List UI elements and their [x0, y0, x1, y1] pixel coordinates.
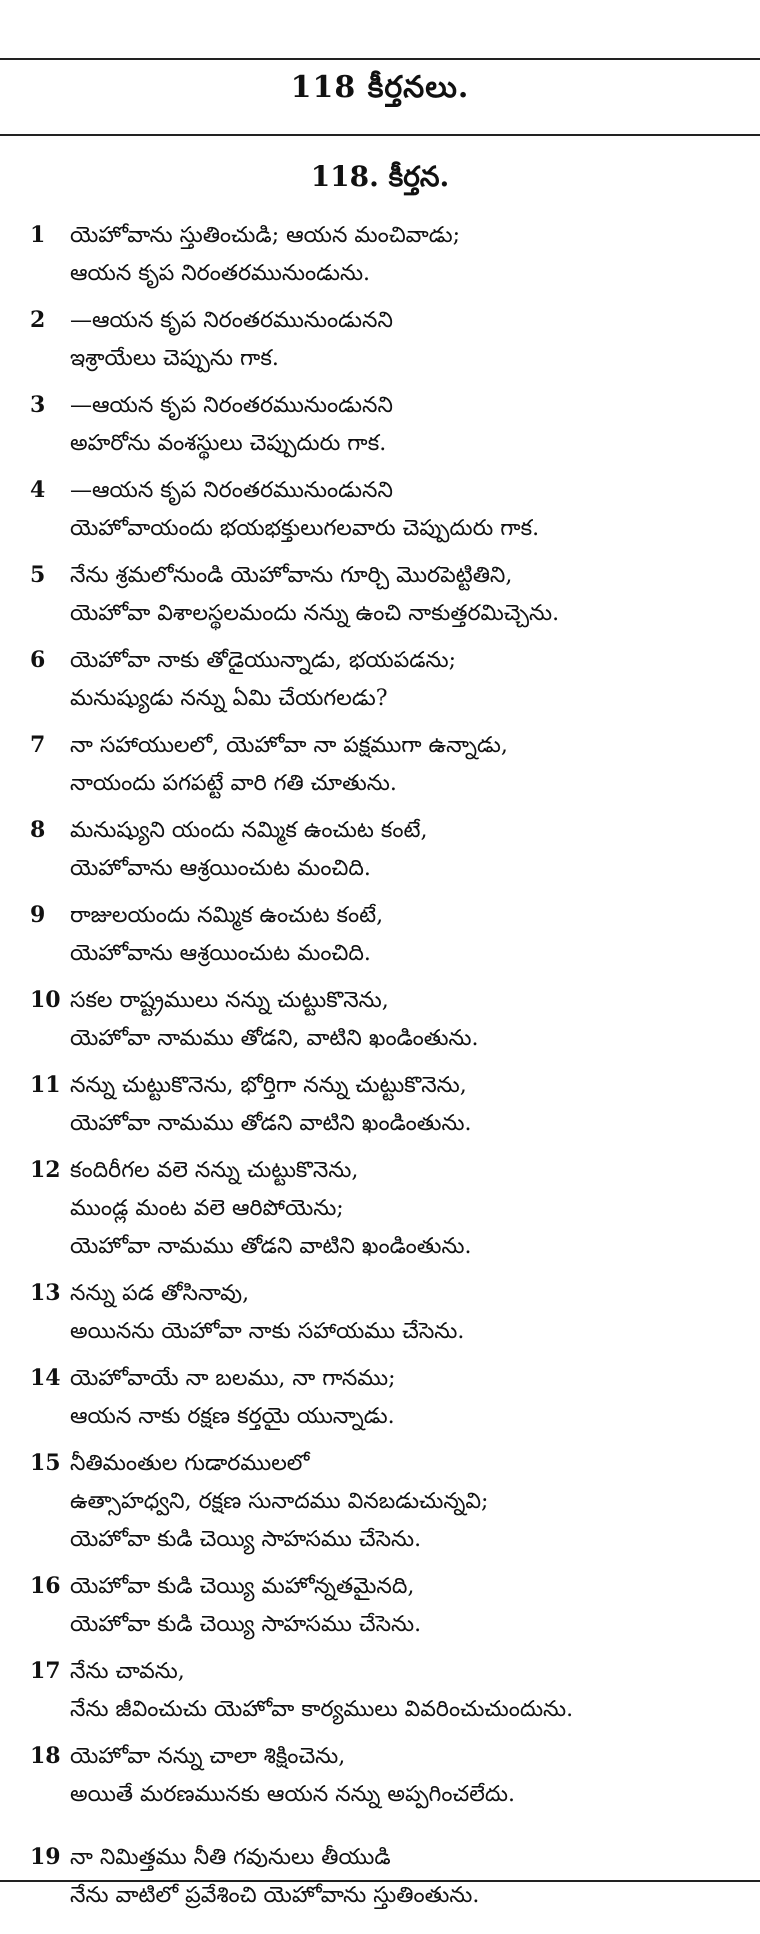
verse-text: —ఆయన కృప నిరంతరమునుండునని: [70, 478, 393, 503]
verse-text: ఆయన నాకు రక్షణ కర్తయై యున్నాడు.: [70, 1404, 395, 1429]
verse-text: యెహోవా నామము తోడని, వాటిని ఖండింతును.: [70, 1026, 479, 1051]
verse-line: [30, 1838, 745, 1877]
verse-14: [30, 1359, 745, 1436]
verse-number: 16: [30, 1573, 61, 1599]
verse-13: [30, 1274, 745, 1351]
verse-text: యెహోవాయే నా బలము, నా గానము;: [70, 1366, 396, 1391]
verse-text: నా నిమిత్తము నీతి గవునులు తీయుడి: [70, 1845, 391, 1870]
header-rule: [0, 134, 760, 136]
verse-line: [30, 1606, 745, 1644]
verse-line: [30, 680, 745, 718]
verse-line: [30, 981, 745, 1020]
verse-line: [30, 811, 745, 850]
verse-line: [30, 340, 745, 378]
verse-text: సకల రాష్ట్రములు నన్ను చుట్టుకొనెను,: [70, 988, 389, 1013]
verse-text: యెహోవాను ఆశ్రయించుట మంచిది.: [70, 941, 371, 966]
verse-number: 19: [30, 1844, 61, 1870]
verse-3: [30, 386, 745, 463]
verse-line: [30, 1020, 745, 1058]
verse-line: [30, 1228, 745, 1266]
verse-number: 10: [30, 987, 61, 1013]
verse-number: 12: [30, 1157, 61, 1183]
verse-text: నీతిమంతుల గుడారములలో: [70, 1451, 310, 1476]
verse-19: [30, 1838, 745, 1915]
verse-text: నేను చావను,: [70, 1659, 185, 1684]
verse-line: [30, 1877, 745, 1915]
verse-line: [30, 1274, 745, 1313]
verse-11: [30, 1066, 745, 1143]
verse-number: 17: [30, 1658, 61, 1684]
top-rule: [0, 58, 760, 60]
verse-text: నేను వాటిలో ప్రవేశించి యెహోవాను స్తుతింతును.: [70, 1883, 480, 1908]
verse-line: [30, 1398, 745, 1436]
verse-text: రాజులయందు నమ్మిక ఉంచుట కంటే,: [70, 903, 384, 928]
verse-text: ఆయన కృప నిరంతరమునుండును.: [70, 261, 371, 286]
verse-line: [30, 471, 745, 510]
verse-line: [30, 726, 745, 765]
verse-text: నన్ను పడ తోసినావు,: [70, 1281, 250, 1306]
psalm-title: 118. కీర్తన.: [310, 160, 450, 193]
verse-text: యెహోవా విశాలస్థలమందు నన్ను ఉంచి నాకుత్తరమిచ్చెను.: [70, 601, 560, 626]
verse-line: [30, 1521, 745, 1559]
verse-number: 3: [30, 392, 46, 418]
verse-line: [30, 1483, 745, 1521]
verse-text: నేను శ్రమలోనుండి యెహోవాను గూర్చి మొరపెట్టితిని,: [70, 563, 513, 588]
verse-line: [30, 896, 745, 935]
verse-text: మనుష్యుని యందు నమ్మిక ఉంచుట కంటే,: [70, 818, 428, 843]
verse-number: 1: [30, 222, 46, 248]
verse-line: [30, 556, 745, 595]
verse-line: [30, 1691, 745, 1729]
verse-text: యెహోవా నామము తోడని వాటిని ఖండింతును.: [70, 1111, 472, 1136]
verse-number: 14: [30, 1365, 61, 1391]
verse-text: ఉత్సాహధ్వని, రక్షణ సునాదము వినబడుచున్నవి;: [70, 1489, 489, 1514]
verse-text: యెహోవాయందు భయభక్తులుగలవారు చెప్పుదురు గాక.: [70, 516, 540, 541]
verse-9: [30, 896, 745, 973]
verse-line: [30, 1652, 745, 1691]
verse-text: యెహోవా నాకు తోడైయున్నాడు, భయపడను;: [70, 648, 457, 673]
verse-number: 8: [30, 817, 46, 843]
verse-number: 4: [30, 477, 46, 503]
verse-text: యెహోవా నన్ను చాలా శిక్షించెను,: [70, 1744, 346, 1769]
verse-4: [30, 471, 745, 548]
verse-10: [30, 981, 745, 1058]
verse-line: [30, 386, 745, 425]
verse-line: [30, 1105, 745, 1143]
verse-number: 15: [30, 1450, 61, 1476]
verse-text: అయినను యెహోవా నాకు సహాయము చేసెను.: [70, 1319, 465, 1344]
verse-line: [30, 595, 745, 633]
verse-text: యెహోవా కుడి చెయ్యి సాహసము చేసెను.: [70, 1612, 422, 1637]
verse-text: —ఆయన కృప నిరంతరమునుండునని: [70, 393, 393, 418]
verse-2: [30, 301, 745, 378]
verse-text: నా సహాయులలో, యెహోవా నా పక్షముగా ఉన్నాడు,: [70, 733, 508, 758]
verse-15: [30, 1444, 745, 1559]
verse-text: నాయందు పగపట్టే వారి గతి చూతును.: [70, 771, 397, 796]
verse-text: యెహోవాను స్తుతించుడి; ఆయన మంచివాడు;: [70, 223, 461, 248]
verse-line: [30, 255, 745, 293]
verse-line: [30, 765, 745, 803]
verse-line: [30, 641, 745, 680]
verse-line: [30, 1737, 745, 1776]
page-header: 118 కీర్తనలు.: [290, 70, 470, 105]
verse-1: [30, 216, 745, 293]
verse-text: నేను జీవించుచు యెహోవా కార్యములు వివరించుచుందును.: [70, 1697, 574, 1722]
verse-text: యెహోవాను ఆశ్రయించుట మంచిది.: [70, 856, 371, 881]
verse-text: అహరోను వంశస్థులు చెప్పుదురు గాక.: [70, 431, 387, 456]
verse-18: [30, 1737, 745, 1814]
verse-line: [30, 1776, 745, 1814]
verse-line: [30, 1066, 745, 1105]
verse-line: [30, 1444, 745, 1483]
verse-line: [30, 1359, 745, 1398]
verse-text: ఇశ్రాయేలు చెప్పును గాక.: [70, 346, 279, 371]
verse-line: [30, 850, 745, 888]
verse-number: 5: [30, 562, 46, 588]
verse-number: 9: [30, 902, 46, 928]
verse-line: [30, 1190, 745, 1228]
verse-number: 18: [30, 1743, 61, 1769]
verse-line: [30, 301, 745, 340]
verse-5: [30, 556, 745, 633]
verse-line: [30, 935, 745, 973]
verse-text: యెహోవా కుడి చెయ్యి మహోన్నతమైనది,: [70, 1574, 415, 1599]
verse-number: 11: [30, 1072, 61, 1098]
verse-line: [30, 510, 745, 548]
verse-line: [30, 1567, 745, 1606]
verse-7: [30, 726, 745, 803]
verse-text: అయితే మరణమునకు ఆయన నన్ను అప్పగించలేదు.: [70, 1782, 515, 1807]
verse-line: [30, 1313, 745, 1351]
verse-text: ముండ్ల మంట వలె ఆరిపోయెను;: [70, 1196, 344, 1221]
verse-16: [30, 1567, 745, 1644]
verse-8: [30, 811, 745, 888]
verse-12: [30, 1151, 745, 1266]
verse-line: [30, 1151, 745, 1190]
verse-text: మనుష్యుడు నన్ను ఏమి చేయగలడు?: [70, 686, 388, 711]
bottom-rule: [0, 1880, 760, 1882]
verse-text: యెహోవా కుడి చెయ్యి సాహసము చేసెను.: [70, 1527, 422, 1552]
verse-list: [30, 216, 745, 1923]
verse-text: యెహోవా నామము తోడని వాటిని ఖండింతును.: [70, 1234, 472, 1259]
verse-text: కందిరీగల వలె నన్ను చుట్టుకొనెను,: [70, 1158, 359, 1183]
verse-number: 13: [30, 1280, 61, 1306]
verse-number: 6: [30, 647, 46, 673]
verse-line: [30, 425, 745, 463]
verse-text: నన్ను చుట్టుకొనెను, భోర్తిగా నన్ను చుట్టుకొనెను,: [70, 1073, 467, 1098]
spacer: [30, 1822, 745, 1838]
verse-17: [30, 1652, 745, 1729]
verse-number: 7: [30, 732, 46, 758]
verse-6: [30, 641, 745, 718]
verse-text: —ఆయన కృప నిరంతరమునుండునని: [70, 308, 393, 333]
verse-number: 2: [30, 307, 46, 333]
verse-line: [30, 216, 745, 255]
